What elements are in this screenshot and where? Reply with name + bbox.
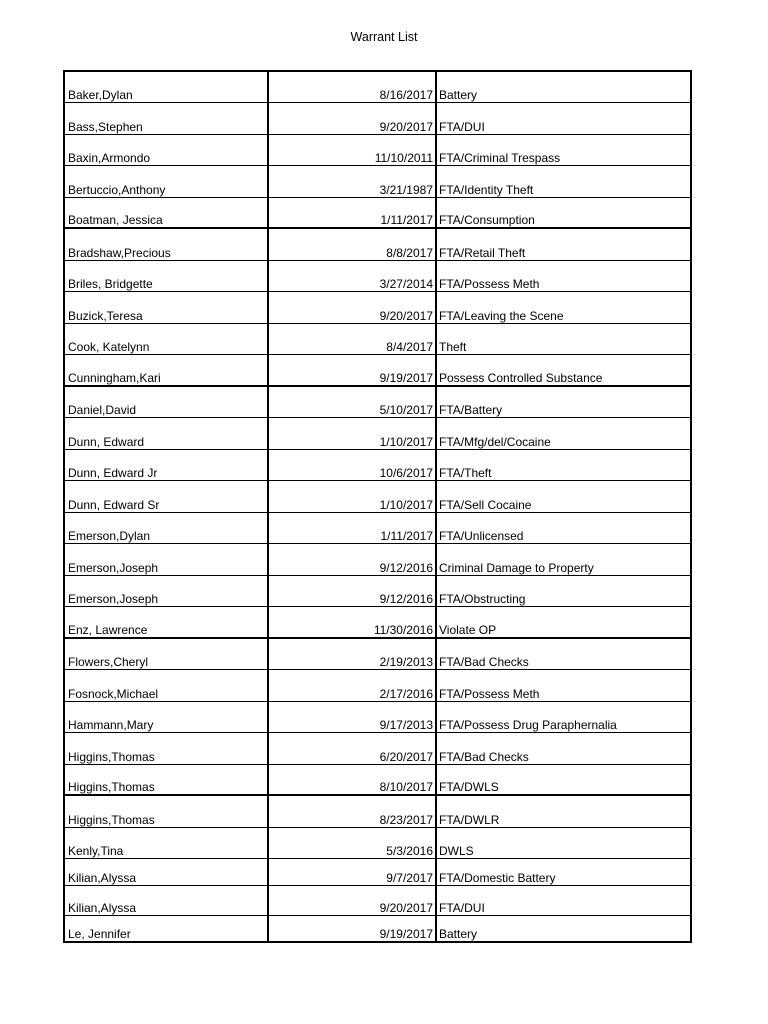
date-cell: 5/10/2017 (268, 386, 436, 417)
warrant-table-body (64, 71, 691, 942)
date-cell: 2/19/2013 (268, 638, 436, 669)
table-row (64, 795, 691, 827)
date-cell: 9/12/2016 (268, 543, 436, 575)
charge-cell: FTA/Retail Theft (436, 228, 691, 260)
table-row (64, 291, 691, 323)
name-cell: Emerson,Joseph (64, 575, 268, 606)
table-row (64, 764, 691, 795)
charge-cell: FTA/Battery (436, 386, 691, 417)
name-cell: Hammann,Mary (64, 701, 268, 732)
charge-cell: FTA/Identity Theft (436, 165, 691, 197)
date-cell: 9/20/2017 (268, 291, 436, 323)
name-cell: Enz, Lawrence (64, 606, 268, 638)
date-cell: 6/20/2017 (268, 732, 436, 764)
table-row (64, 417, 691, 449)
name-cell: Flowers,Cheryl (64, 638, 268, 669)
table-row (64, 354, 691, 386)
name-cell: Bass,Stephen (64, 102, 268, 134)
date-cell: 9/19/2017 (268, 915, 436, 942)
table-row (64, 228, 691, 260)
charge-cell: FTA/Leaving the Scene (436, 291, 691, 323)
date-cell: 9/19/2017 (268, 354, 436, 386)
table-row (64, 323, 691, 354)
table-row (64, 71, 691, 102)
charge-cell: Possess Controlled Substance (436, 354, 691, 386)
name-cell: Higgins,Thomas (64, 795, 268, 827)
name-cell: Higgins,Thomas (64, 732, 268, 764)
name-cell: Dunn, Edward (64, 417, 268, 449)
charge-cell: FTA/Possess Meth (436, 260, 691, 291)
charge-cell: FTA/Domestic Battery (436, 858, 691, 885)
charge-cell: FTA/DUI (436, 885, 691, 915)
table-row (64, 386, 691, 417)
table-row (64, 638, 691, 669)
date-cell: 1/10/2017 (268, 417, 436, 449)
name-cell: Baxin,Armondo (64, 134, 268, 165)
date-cell: 1/11/2017 (268, 512, 436, 543)
table-row (64, 858, 691, 885)
date-cell: 9/7/2017 (268, 858, 436, 885)
charge-cell: FTA/DWLS (436, 764, 691, 795)
name-cell: Dunn, Edward Sr (64, 480, 268, 512)
charge-cell: FTA/Criminal Trespass (436, 134, 691, 165)
date-cell: 9/20/2017 (268, 885, 436, 915)
table-row (64, 260, 691, 291)
name-cell: Cunningham,Kari (64, 354, 268, 386)
charge-cell: DWLS (436, 827, 691, 858)
charge-cell: Battery (436, 71, 691, 102)
table-row (64, 606, 691, 638)
name-cell: Le, Jennifer (64, 915, 268, 942)
date-cell: 11/30/2016 (268, 606, 436, 638)
name-cell: Dunn, Edward Jr (64, 449, 268, 480)
name-cell: Briles, Bridgette (64, 260, 268, 291)
table-row (64, 827, 691, 858)
name-cell: Kenly,Tina (64, 827, 268, 858)
table-row (64, 885, 691, 915)
charge-cell: Theft (436, 323, 691, 354)
date-cell: 2/17/2016 (268, 669, 436, 701)
date-cell: 9/12/2016 (268, 575, 436, 606)
name-cell: Boatman, Jessica (64, 197, 268, 228)
charge-cell: FTA/Bad Checks (436, 732, 691, 764)
table-row (64, 134, 691, 165)
name-cell: Fosnock,Michael (64, 669, 268, 701)
date-cell: 8/4/2017 (268, 323, 436, 354)
date-cell: 10/6/2017 (268, 449, 436, 480)
table-row (64, 165, 691, 197)
name-cell: Baker,Dylan (64, 71, 268, 102)
date-cell: 8/10/2017 (268, 764, 436, 795)
charge-cell: Criminal Damage to Property (436, 543, 691, 575)
charge-cell: FTA/DUI (436, 102, 691, 134)
charge-cell: FTA/Theft (436, 449, 691, 480)
charge-cell: FTA/DWLR (436, 795, 691, 827)
table-row (64, 543, 691, 575)
date-cell: 9/17/2013 (268, 701, 436, 732)
table-row (64, 449, 691, 480)
table-row (64, 480, 691, 512)
date-cell: 9/20/2017 (268, 102, 436, 134)
charge-cell: FTA/Consumption (436, 197, 691, 228)
charge-cell: Violate OP (436, 606, 691, 638)
charge-cell: FTA/Possess Meth (436, 669, 691, 701)
page-title: Warrant List (350, 30, 418, 44)
date-cell: 5/3/2016 (268, 827, 436, 858)
warrant-table (63, 70, 692, 943)
name-cell: Emerson,Dylan (64, 512, 268, 543)
charge-cell: FTA/Bad Checks (436, 638, 691, 669)
name-cell: Bertuccio,Anthony (64, 165, 268, 197)
date-cell: 8/23/2017 (268, 795, 436, 827)
name-cell: Higgins,Thomas (64, 764, 268, 795)
table-row (64, 102, 691, 134)
table-row (64, 575, 691, 606)
charge-cell: FTA/Obstructing (436, 575, 691, 606)
name-cell: Bradshaw,Precious (64, 228, 268, 260)
date-cell: 3/27/2014 (268, 260, 436, 291)
date-cell: 11/10/2011 (268, 134, 436, 165)
name-cell: Kilian,Alyssa (64, 858, 268, 885)
charge-cell: FTA/Possess Drug Paraphernalia (436, 701, 691, 732)
table-row (64, 512, 691, 543)
charge-cell: FTA/Mfg/del/Cocaine (436, 417, 691, 449)
table-row (64, 669, 691, 701)
date-cell: 8/8/2017 (268, 228, 436, 260)
table-row (64, 732, 691, 764)
date-cell: 3/21/1987 (268, 165, 436, 197)
name-cell: Emerson,Joseph (64, 543, 268, 575)
name-cell: Cook, Katelynn (64, 323, 268, 354)
date-cell: 8/16/2017 (268, 71, 436, 102)
date-cell: 1/10/2017 (268, 480, 436, 512)
charge-cell: Battery (436, 915, 691, 942)
date-cell: 1/11/2017 (268, 197, 436, 228)
table-row (64, 701, 691, 732)
name-cell: Kilian,Alyssa (64, 885, 268, 915)
charge-cell: FTA/Unlicensed (436, 512, 691, 543)
name-cell: Buzick,Teresa (64, 291, 268, 323)
charge-cell: FTA/Sell Cocaine (436, 480, 691, 512)
table-row (64, 197, 691, 228)
name-cell: Daniel,David (64, 386, 268, 417)
table-row (64, 915, 691, 942)
